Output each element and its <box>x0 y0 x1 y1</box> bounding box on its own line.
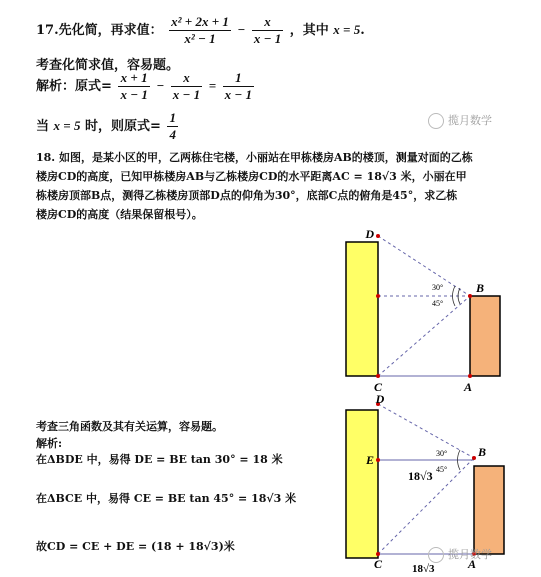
q17-result-pre: 当 <box>36 119 50 134</box>
fig1-label-b: B <box>476 281 485 295</box>
fig1-label-c: C <box>373 380 383 394</box>
fig1-point-a <box>468 374 472 378</box>
q17-sol-n2: x <box>171 70 202 87</box>
q17-sol-frac-3 <box>223 70 254 103</box>
q17-sol-d2: x − 1 <box>172 87 201 102</box>
watermark-text-bottom: 揽月数学 <box>448 548 492 561</box>
fig1-point-b <box>468 294 472 298</box>
q17-comment: 考查化简求值，容易题。 <box>36 58 180 73</box>
fig2-line-bd <box>378 404 474 458</box>
fig1-label-d: D <box>365 227 374 241</box>
q17-minus: − <box>237 22 246 37</box>
answer-label: 解析: <box>36 437 63 450</box>
figure-1 <box>320 226 520 398</box>
wechat-logo-icon-bottom <box>428 547 444 563</box>
q17-fraction-2 <box>252 14 283 47</box>
q17-cond: x = 5 <box>333 22 361 37</box>
wechat-logo-icon <box>428 113 444 129</box>
fig1-label-a: A <box>463 380 473 394</box>
q17-sol-eq: = <box>208 78 217 93</box>
fig1-building-ab <box>470 296 500 376</box>
watermark-text-top: 揽月数学 <box>448 114 492 127</box>
q17-sol-frac-1 <box>118 70 149 103</box>
question-18 <box>36 148 473 224</box>
fig2-building-cd <box>346 410 378 558</box>
q17-sol-minus: − <box>156 78 165 93</box>
q17-result-mid: 时，则原式= <box>85 119 161 134</box>
fig1-line-bd <box>378 236 470 296</box>
q17-num1: x² + 2x + 1 <box>171 14 229 29</box>
fig1-angle-30: 30° <box>432 283 444 292</box>
q18-line3: 栋楼房顶部B点，测得乙栋楼房顶部D点的仰角为30°，底部C点的俯角是45°，求乙栋 <box>36 189 458 202</box>
q17-num2: x <box>252 14 283 31</box>
answer-step2: 在ΔBCE 中，易得 CE = BE tan 45° = 18√3 米 <box>36 492 297 505</box>
fig2-angle-30: 30° <box>436 449 448 458</box>
fig1-point-d <box>376 234 380 238</box>
figure-2 <box>320 394 525 577</box>
q17-sol-n1: x + 1 <box>118 70 149 87</box>
q18-line1: 18. 如图，是某小区的甲，乙两栋住宅楼，小丽站在甲栋楼房AB的楼顶，测量对面的乙栋 <box>36 151 473 164</box>
q18-line2: 楼房CD的高度，已知甲栋楼房AB与乙栋楼房CD的水平距离AC = 18√3 米，小丽在甲 <box>36 170 467 183</box>
q17-den1: x² − 1 <box>184 31 216 46</box>
fig2-label-e: E <box>365 453 374 467</box>
watermark-bottom <box>428 546 492 563</box>
fig2-label-d: D <box>375 394 385 406</box>
q17-result-num: 1 <box>169 110 176 125</box>
fig1-line-bc <box>378 296 470 376</box>
fig2-angle-45: 45° <box>436 465 448 474</box>
fig2-label-a: A <box>467 557 477 571</box>
fig1-angle-45: 45° <box>432 299 444 308</box>
q17-head: 17.先化简，再求值： <box>36 23 163 38</box>
q17-period: . <box>360 23 365 38</box>
q17-result-den: 4 <box>169 127 176 142</box>
answer-step1: 在ΔBDE 中，易得 DE = BE tan 30° = 18 米 <box>36 453 283 466</box>
answer-intro: 考查三角函数及其有关运算，容易题。 <box>36 420 223 433</box>
q17-result <box>36 110 180 143</box>
q17-result-cond: x = 5 <box>53 118 81 133</box>
fig2-point-c <box>376 552 380 556</box>
q17-result-frac <box>167 110 178 143</box>
q17-solution-label: 解析：原式= <box>36 79 112 94</box>
q17-sol-d3: x − 1 <box>224 87 253 102</box>
q17-fraction-1 <box>169 14 231 47</box>
fig1-building-cd <box>346 242 378 376</box>
answer-step3: 故CD = CE + DE = (18 + 18√3)米 <box>36 540 235 553</box>
q17-sol-frac-2 <box>171 70 202 103</box>
fig2-building-ab <box>474 466 504 554</box>
fig1-angle-arc <box>453 286 456 306</box>
fig2-label-c: C <box>373 557 383 571</box>
fig1-point-e <box>376 294 380 298</box>
fig2-point-e <box>376 458 380 462</box>
q18-line4: 楼房CD的高度（结果保留根号）。 <box>36 208 203 221</box>
fig2-point-b <box>472 456 476 460</box>
question-17 <box>36 14 365 47</box>
q17-tail: ，其中 <box>289 23 329 38</box>
watermark-top <box>428 112 492 129</box>
q17-den2: x − 1 <box>253 31 282 46</box>
fig2-length-ca: 18√3 <box>412 563 435 575</box>
q17-sol-d1: x − 1 <box>120 87 148 102</box>
fig2-label-b: B <box>478 445 487 459</box>
q17-sol-n3: 1 <box>223 70 254 87</box>
fig1-point-c <box>376 374 380 378</box>
q17-solution <box>36 70 256 103</box>
fig2-length-be: 18√3 <box>408 469 433 483</box>
